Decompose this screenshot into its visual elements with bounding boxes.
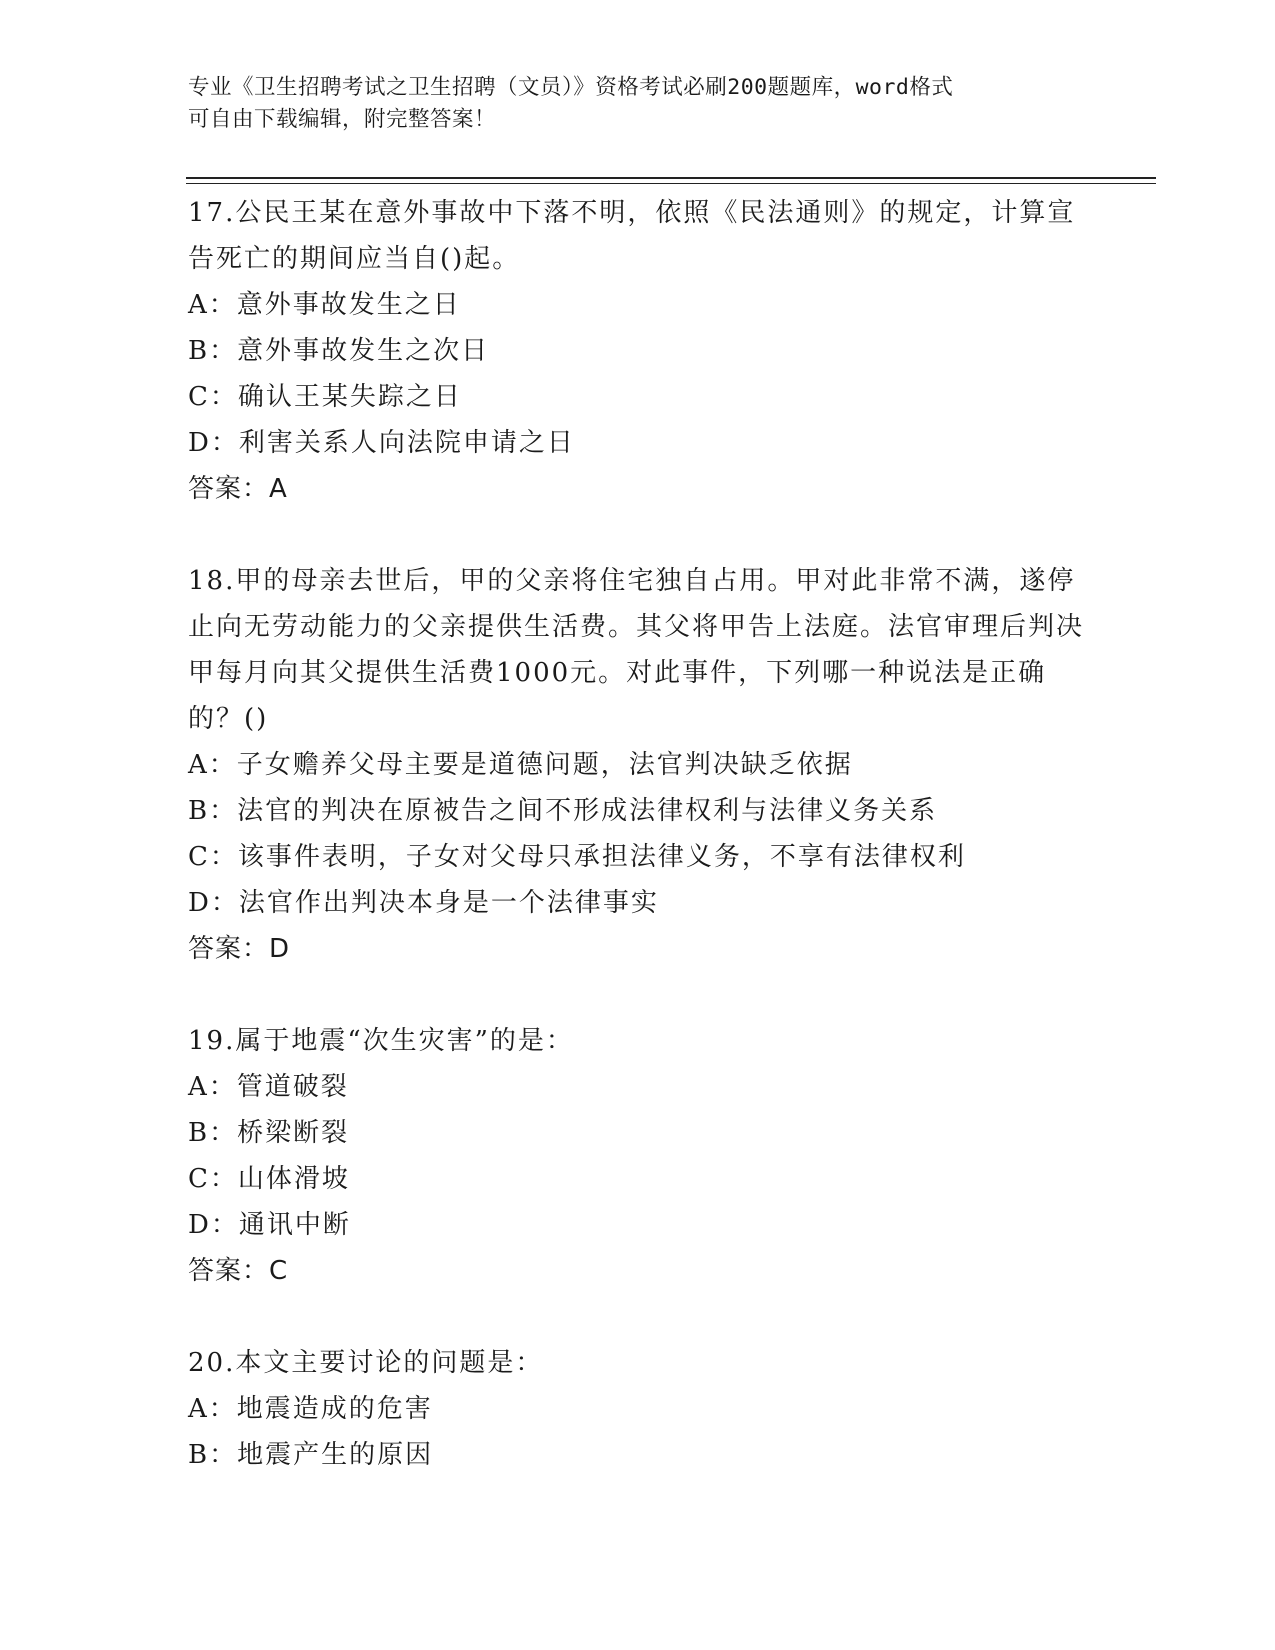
- question-stem: 20.本文主要讨论的问题是：: [188, 1348, 544, 1378]
- option-d: D：法官作出判决本身是一个法律事实: [188, 888, 659, 918]
- option-c: C：该事件表明，子女对父母只承担法律义务，不享有法律权利: [188, 842, 966, 872]
- option-d: D：通讯中断: [188, 1210, 351, 1240]
- option-a: A：子女赡养父母主要是道德问题，法官判决缺乏依据: [188, 750, 853, 780]
- option-a: A：地震造成的危害: [188, 1394, 433, 1424]
- option-d: D：利害关系人向法院申请之日: [188, 428, 575, 458]
- option-b: B：意外事故发生之次日: [188, 336, 490, 366]
- answer: 答案：C: [188, 1256, 289, 1286]
- document-header: [188, 72, 1088, 136]
- header-divider-thin: [186, 183, 1156, 184]
- header-line-1: 专业《卫生招聘考试之卫生招聘（文员）》资格考试必刷200题题库，word格式: [188, 75, 954, 100]
- option-c: C：山体滑坡: [188, 1164, 350, 1194]
- option-b: B：地震产生的原因: [188, 1440, 434, 1470]
- question-17: [188, 190, 1088, 512]
- question-20: [188, 1340, 1088, 1478]
- option-a: A：管道破裂: [188, 1072, 349, 1102]
- question-stem: 18.甲的母亲去世后，甲的父亲将住宅独自占用。甲对此非常不满，遂停止向无劳动能力的父亲提供生活费。其父将甲告上法庭。法官审理后判决甲每月向其父提供生活费1000元。对此事件，下列哪一种说法是正确的？(): [188, 566, 1085, 734]
- option-c: C：确认王某失踪之日: [188, 382, 462, 412]
- option-a: A：意外事故发生之日: [188, 290, 461, 320]
- question-list: [188, 190, 1088, 1524]
- answer: 答案：A: [188, 474, 288, 504]
- question-19: [188, 1018, 1088, 1294]
- header-line-2: 可自由下载编辑，附完整答案！: [188, 107, 497, 132]
- option-b: B：桥梁断裂: [188, 1118, 350, 1148]
- answer: 答案：D: [188, 934, 291, 964]
- question-stem: 19.属于地震“次生灾害”的是：: [188, 1026, 574, 1056]
- question-18: [188, 558, 1088, 972]
- header-divider-thick: [186, 177, 1156, 179]
- option-b: B：法官的判决在原被告之间不形成法律权利与法律义务关系: [188, 796, 938, 826]
- question-stem: 17.公民王某在意外事故中下落不明，依照《民法通则》的规定，计算宣告死亡的期间应当自()起。: [188, 198, 1076, 274]
